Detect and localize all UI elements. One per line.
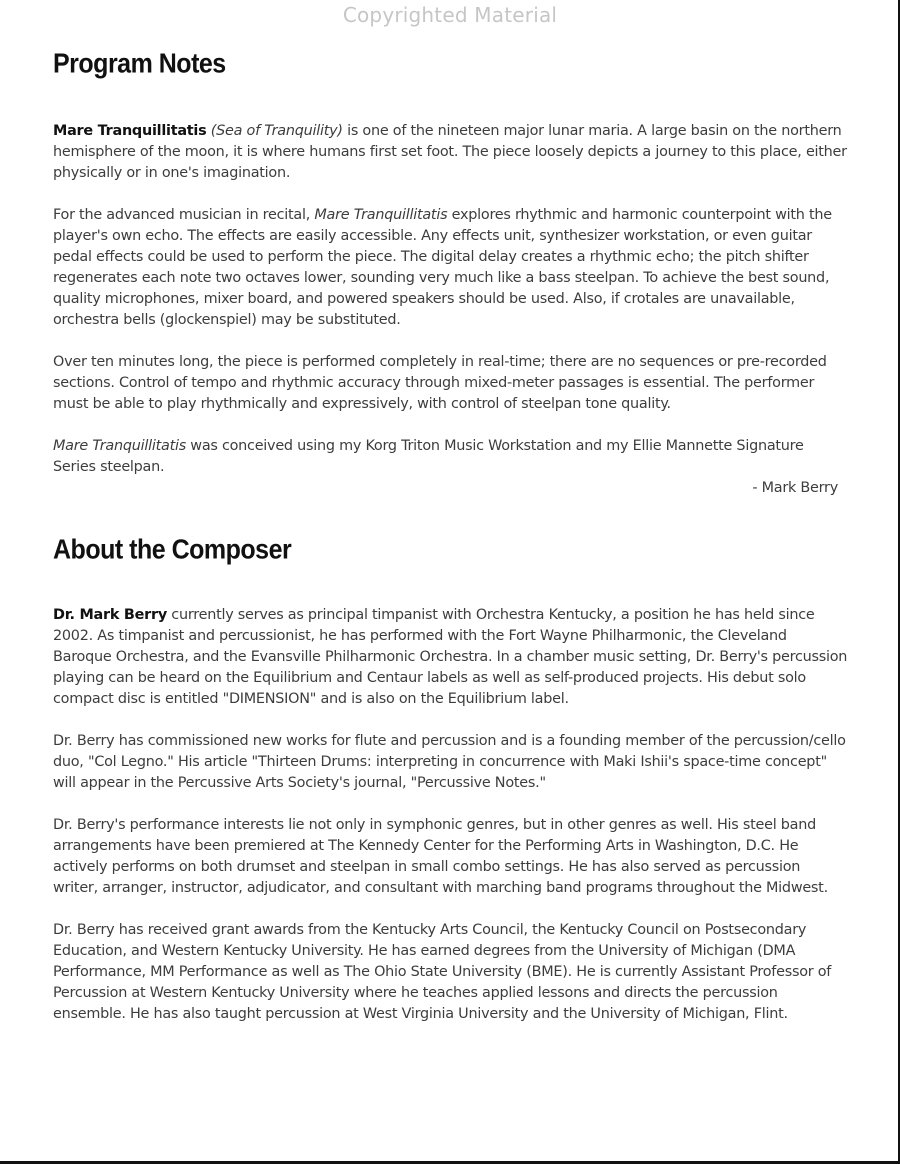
program-notes-paragraph-3: Over ten minutes long, the piece is performed completely in real-time; there are no sequences or pre-recorded sections. Control of tempo and rhythmic accuracy through mixed-meter passages is essential. The performer must be able to play rhythmically and expressively, with control of steelpan tone quality. bbox=[53, 354, 827, 412]
program-notes-heading: Program Notes bbox=[53, 48, 226, 80]
about-composer-paragraph-3: Dr. Berry's performance interests lie not only in symphonic genres, but in other genres as well. His steel band arrangements have been premiered at The Kennedy Center for the Performing Arts in Washington, D.C. He actively performs on both drumset and steelpan in small combo settings. He has also served as percussion writer, arranger, instructor, adjudicator, and consultant with marching band programs throughout the Midwest. bbox=[53, 817, 828, 896]
about-composer-paragraph-1 bbox=[53, 605, 848, 710]
piece-title-italic: Mare Tranquillitatis bbox=[314, 207, 448, 223]
page-content bbox=[53, 48, 848, 1025]
paragraph-text: was conceived using my Korg Triton Music Workstation and my Ellie Mannette Signature Series steelpan. bbox=[53, 438, 804, 475]
paragraph-text: currently serves as principal timpanist with Orchestra Kentucky, a position he has held since 2002. As timpanist and percussionist, he has performed with the Fort Wayne Philharmonic, the Cleveland Baroque Orchestra, and the Evansville Philharmonic Orchestra. In a chamber music setting, Dr. Berry's percussion playing can be heard on the Equilibrium and Centaur labels as well as self-produced projects. His debut solo compact disc is entitled "DIMENSION" and is also on the Equilibrium label. bbox=[53, 607, 848, 707]
composer-name-bold: Dr. Mark Berry bbox=[53, 607, 167, 623]
program-notes-section bbox=[53, 48, 848, 499]
about-composer-heading: About the Composer bbox=[53, 534, 292, 566]
about-composer-section bbox=[53, 534, 848, 1025]
paragraph-text: is one of the nineteen major lunar maria. A large basin on the northern hemisphere of the moon, it is where humans first set foot. The piece loosely depicts a journey to this place, either physically or in one's imagination. bbox=[53, 123, 847, 181]
paragraph-text: explores rhythmic and harmonic counterpoint with the player's own echo. The effects are easily accessible. Any effects unit, synthesizer workstation, or even guitar pedal effects could be used to perform the piece. The digital delay creates a rhythmic echo; the pitch shifter regenerates each note two octaves lower, sounding very much like a bass steelpan. To achieve the best sound, quality microphones, mixer board, and powered speakers should be used. Also, if crotales are unavailable, orchestra bells (glockenspiel) may be substituted. bbox=[53, 207, 832, 328]
about-composer-paragraph-4: Dr. Berry has received grant awards from the Kentucky Arts Council, the Kentucky Council on Postsecondary Education, and Western Kentucky University. He has earned degrees from the University of Michigan (DMA Performance, MM Performance as well as The Ohio State University (BME). He is currently Assistant Professor of Percussion at Western Kentucky University where he teaches applied lessons and directs the percussion ensemble. He has also taught percussion at West Virginia University and the University of Michigan, Flint. bbox=[53, 922, 832, 1022]
piece-title-bold: Mare Tranquillitatis bbox=[53, 123, 207, 139]
copyright-watermark: Copyrighted Material bbox=[342, 3, 558, 27]
program-notes-paragraph-2 bbox=[53, 205, 848, 331]
program-notes-paragraph-1 bbox=[53, 121, 848, 184]
author-signature: - Mark Berry bbox=[752, 480, 838, 496]
program-notes-paragraph-4 bbox=[53, 436, 848, 478]
paragraph-text: For the advanced musician in recital, bbox=[53, 207, 315, 223]
piece-title-italic: Mare Tranquillitatis bbox=[53, 438, 186, 454]
piece-subtitle-italic: (Sea of Tranquility) bbox=[210, 123, 343, 139]
about-composer-paragraph-2: Dr. Berry has commissioned new works for flute and percussion and is a founding member of the percussion/cello duo, "Col Legno." His article "Thirteen Drums: interpreting in concurrence with Maki Ishii's space-time concept" will appear in the Percussive Arts Society's journal, "Percussive Notes." bbox=[53, 733, 846, 791]
